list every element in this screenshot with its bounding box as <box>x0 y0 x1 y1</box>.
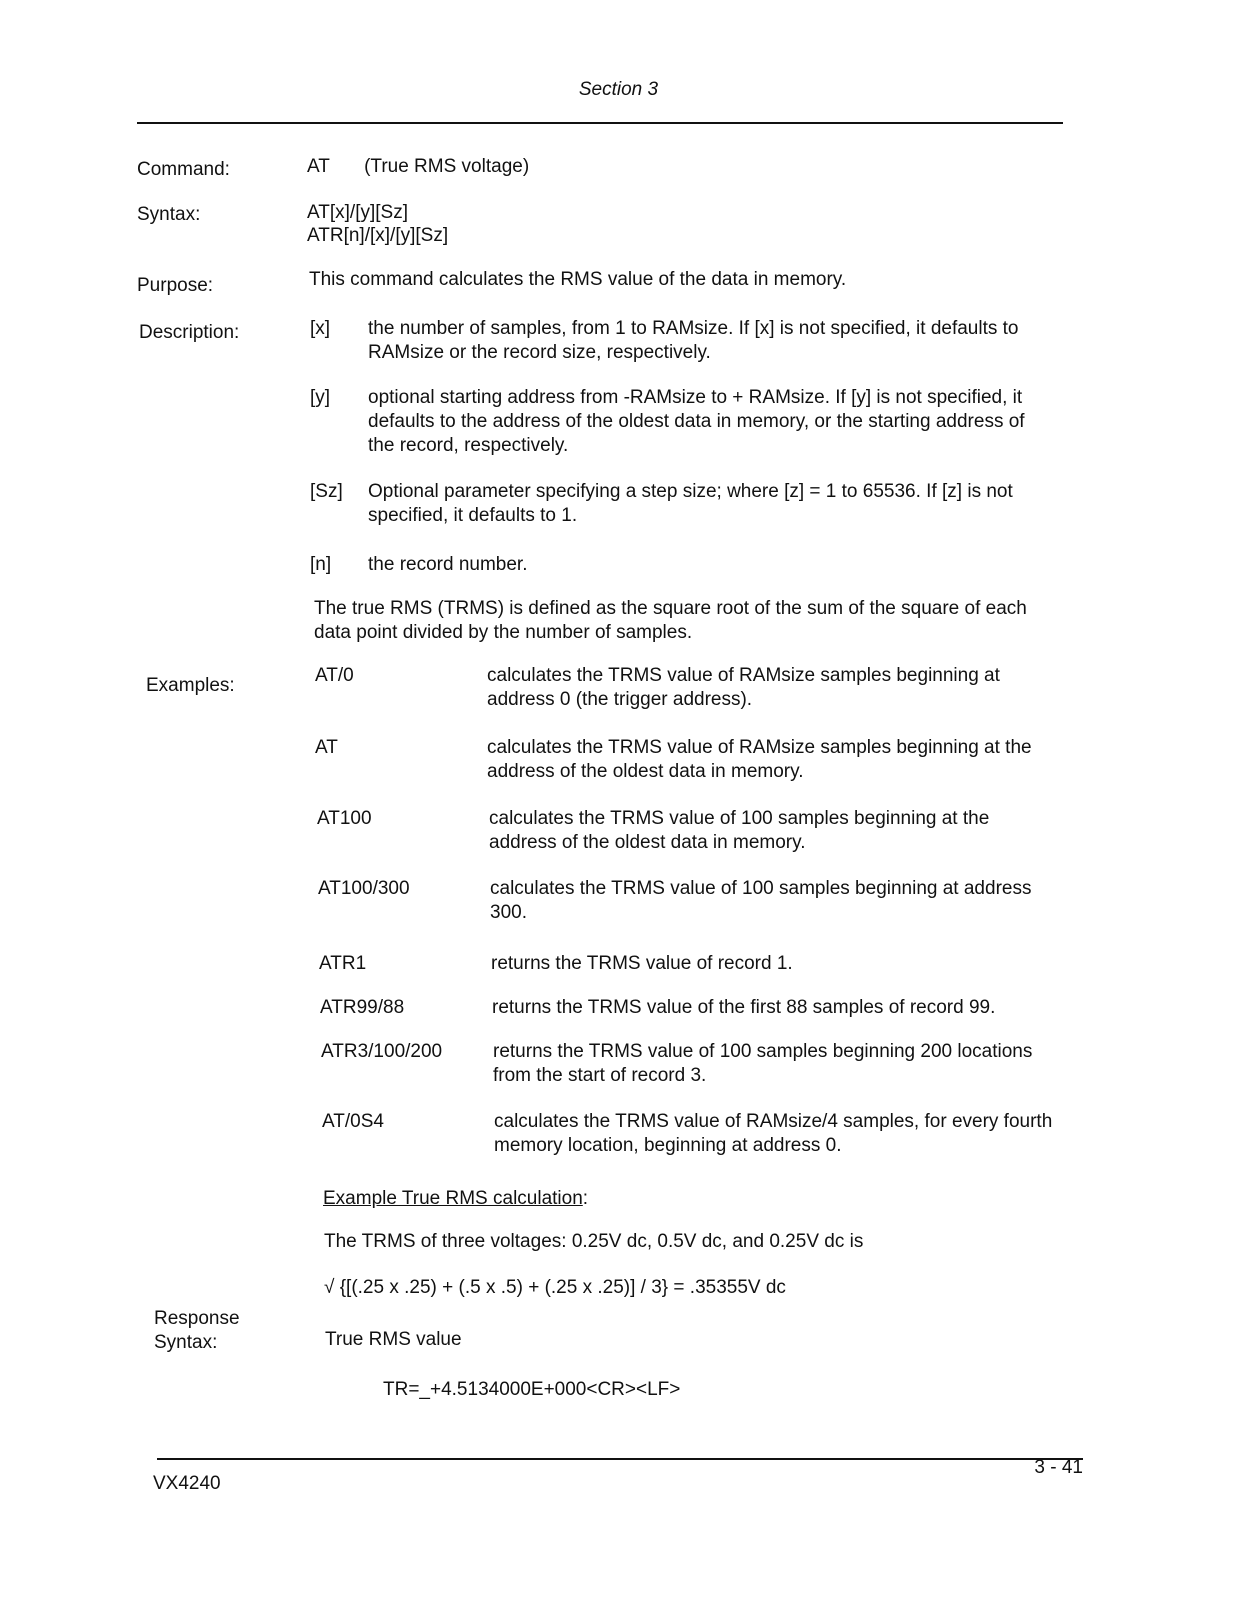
param-text: optional starting address from -RAMsize to + RAMsize. If [y] is not specified, it defaults to the address of the oldest data in memory, or the starting address of the record, respectively. <box>368 387 1025 456</box>
command-label: Command: <box>137 159 230 180</box>
syntax-line-2: ATR[n]/[x]/[y][Sz] <box>307 225 449 246</box>
section-header: Section 3 <box>578 79 659 100</box>
footer-page-number: 3 - 41 <box>1034 1457 1083 1478</box>
param-text: the record number. <box>368 554 528 575</box>
example-text: returns the TRMS value of 100 samples beginning 200 locations from the start of record 3. <box>493 1041 1033 1086</box>
example-text: calculates the TRMS value of RAMsize samples beginning at address 0 (the trigger address). <box>487 665 1000 710</box>
example-text: calculates the TRMS value of RAMsize/4 samples, for every fourth memory location, beginning at address 0. <box>494 1111 1053 1156</box>
example-command: ATR3/100/200 <box>321 1041 443 1062</box>
example-text: returns the TRMS value of record 1. <box>491 953 793 974</box>
footer-model: VX4240 <box>153 1473 221 1494</box>
purpose-text: This command calculates the RMS value of the data in memory. <box>309 269 847 290</box>
top-rule <box>137 122 1063 124</box>
example-calc-heading: Example True RMS calculation <box>323 1188 583 1209</box>
response-label-line-2: Syntax: <box>154 1332 218 1353</box>
param-key: [n] <box>310 554 332 575</box>
example-calc-line: The TRMS of three voltages: 0.25V dc, 0.5V dc, and 0.25V dc is <box>324 1231 864 1252</box>
param-key: [x] <box>310 318 331 339</box>
response-format: TR=_+4.5134000E+000<CR><LF> <box>383 1379 681 1400</box>
example-command: AT100 <box>317 808 372 829</box>
definition-text: The true RMS (TRMS) is defined as the square root of the sum of the square of each data point divided by the number of samples. <box>314 598 1027 643</box>
syntax-label: Syntax: <box>137 204 201 225</box>
param-text: the number of samples, from 1 to RAMsize. If [x] is not specified, it defaults to RAMsize or the record size, respectively. <box>368 318 1019 363</box>
purpose-label: Purpose: <box>137 275 214 296</box>
example-command: AT/0S4 <box>322 1111 384 1132</box>
example-text: returns the TRMS value of the first 88 samples of record 99. <box>492 997 996 1018</box>
example-command: ATR1 <box>319 953 367 974</box>
example-command: AT100/300 <box>318 878 410 899</box>
command-desc: (True RMS voltage) <box>364 156 530 177</box>
param-text: Optional parameter specifying a step size; where [z] = 1 to 65536. If [z] is not specified, it defaults to 1. <box>368 481 1013 526</box>
example-command: ATR99/88 <box>320 997 405 1018</box>
example-text: calculates the TRMS value of 100 samples beginning at address 300. <box>490 878 1032 923</box>
example-text: calculates the TRMS value of 100 samples beginning at the address of the oldest data in memory. <box>489 808 990 853</box>
command-value <box>307 155 1067 179</box>
examples-label: Examples: <box>146 675 235 696</box>
param-key: [Sz] <box>310 481 343 502</box>
syntax-line-1: AT[x]/[y][Sz] <box>307 202 408 223</box>
response-value-label: True RMS value <box>325 1329 462 1350</box>
param-key: [y] <box>310 387 331 408</box>
response-label-line-1: Response <box>154 1308 240 1329</box>
bottom-rule <box>157 1458 1083 1460</box>
example-command: AT/0 <box>315 665 354 686</box>
example-calc-heading-colon: : <box>582 1188 589 1209</box>
description-label: Description: <box>139 322 240 343</box>
command-name: AT <box>307 156 330 177</box>
example-calc-formula: √ {[(.25 x .25) + (.5 x .5) + (.25 x .25)] / 3} = .35355V dc <box>324 1277 786 1298</box>
example-command: AT <box>315 737 338 758</box>
example-text: calculates the TRMS value of RAMsize samples beginning at the address of the oldest data in memory. <box>487 737 1032 782</box>
example-calc-heading-wrap <box>323 1187 588 1211</box>
